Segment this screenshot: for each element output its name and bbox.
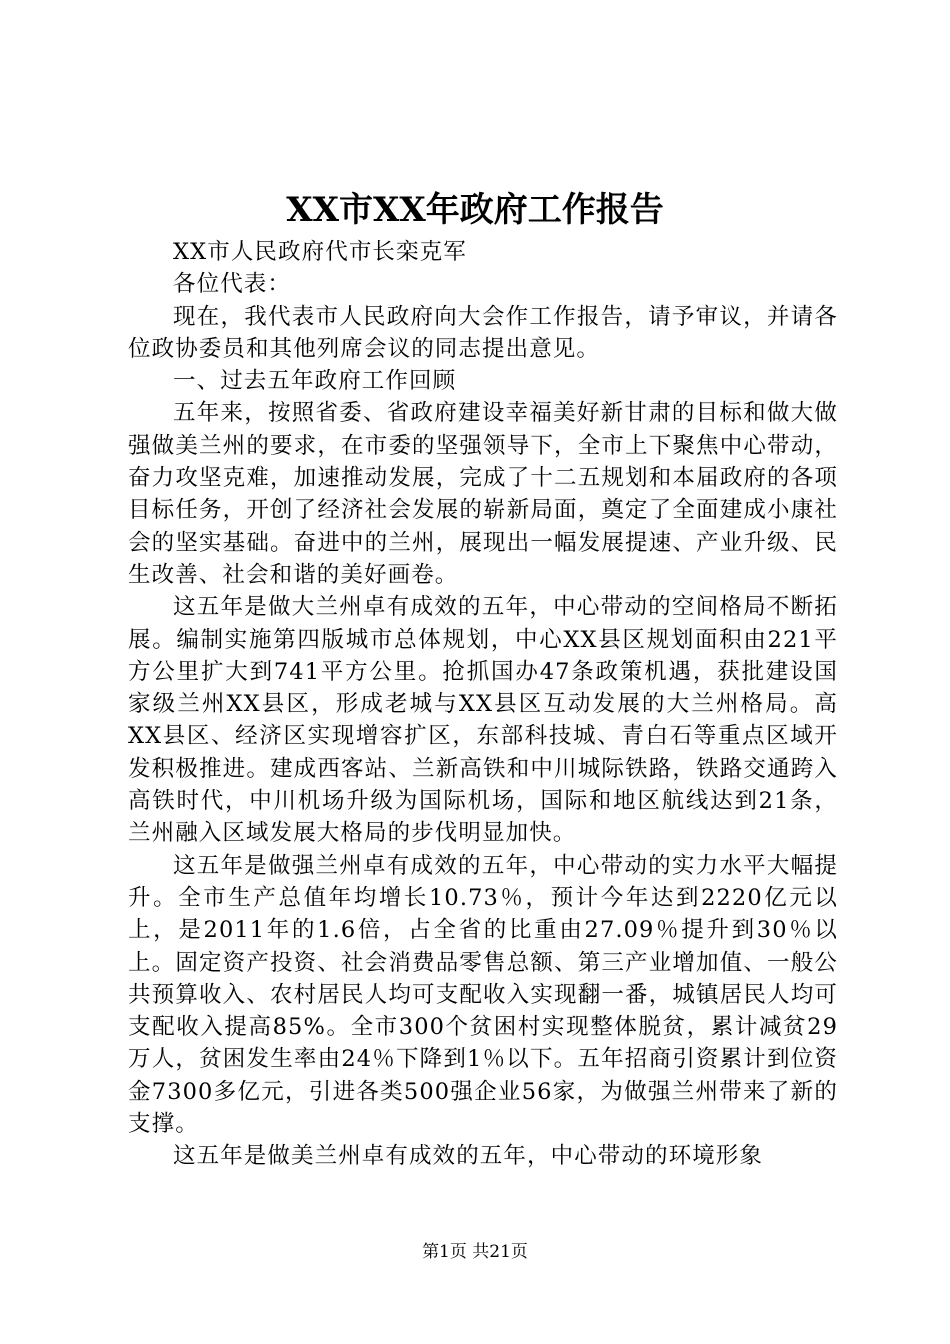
page-title: XX市XX年政府工作报告 bbox=[286, 190, 664, 230]
paragraph: 这五年是做美兰州卓有成效的五年，中心带动的环境形象 bbox=[173, 1143, 764, 1170]
page-footer: 第1页 共21页 bbox=[422, 1242, 528, 1262]
paragraph-author: XX市人民政府代市长栾克军 bbox=[173, 239, 467, 265]
paragraph: 这五年是做强兰州卓有成效的五年，中心带动的实力水平大幅提升。全市生产总值年均增长10.73％，预计今年达到2220亿元以上，是2011年的1.6倍，占全省的比重由27.09％提升到30％以上。固定资产投资、社会消费品零售总额、第三产业增加值、一般公共预算收入、农村居民人均可支配收入实现翻一番，城镇居民人均可支配收入提高85%。全市300个贫困村实现整体脱贫，累计减贫29万人，贫困发生率由24％下降到1％以下。五年招商引资累计到位资金7300多亿元，引进各类500强企业56家，为做强兰州带来了新的支撑。 bbox=[128, 852, 838, 1138]
document-body bbox=[128, 236, 838, 1173]
paragraph: 五年来，按照省委、省政府建设幸福美好新甘肃的目标和做大做强做美兰州的要求，在市委的坚强领导下，全市上下聚焦中心带动，奋力攻坚克难，加速推动发展，完成了十二五规划和本届政府的各项目标任务，开创了经济社会发展的崭新局面，奠定了全面建成小康社会的坚实基础。奋进中的兰州，展现出一幅发展提速、产业升级、民生改善、社会和谐的美好画卷。 bbox=[128, 400, 838, 588]
section-heading: 一、过去五年政府工作回顾 bbox=[173, 368, 457, 395]
paragraph-salutation: 各位代表： bbox=[173, 271, 292, 298]
paragraph-intro: 现在，我代表市人民政府向大会作工作报告，请予审议，并请各位政协委员和其他列席会议的同志提出意见。 bbox=[128, 303, 838, 362]
paragraph: 这五年是做大兰州卓有成效的五年，中心带动的空间格局不断拓展。编制实施第四版城市总体规划，中心XX县区规划面积由221平方公里扩大到741平方公里。抢抓国办47条政策机遇，获批建设国家级兰州XX县区，形成老城与XX县区互动发展的大兰州格局。高XX县区、经济区实现增容扩区，东部科技城、青白石等重点区域开发积极推进。建成西客站、兰新高铁和中川城际铁路，铁路交通跨入高铁时代，中川机场升级为国际机场，国际和地区航线达到21条，兰州融入区域发展大格局的步伐明显加快。 bbox=[128, 594, 838, 847]
